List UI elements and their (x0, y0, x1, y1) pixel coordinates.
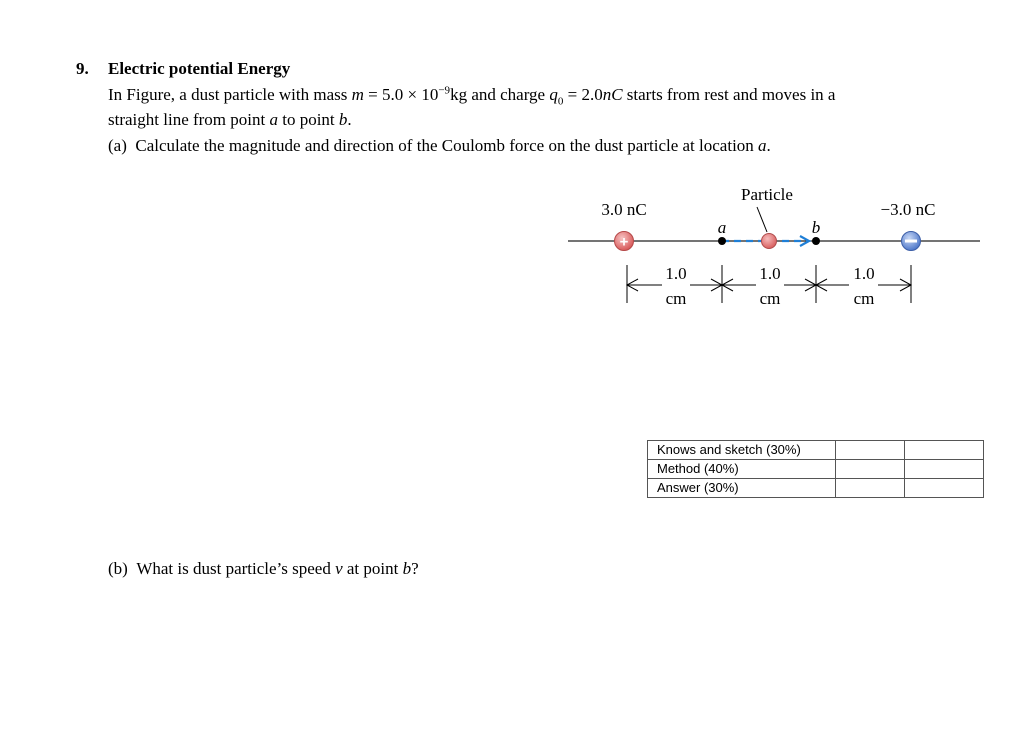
point-b-dot (812, 237, 820, 245)
rubric-score-cell[interactable] (905, 460, 984, 479)
particle-label: Particle (741, 185, 793, 204)
plus-icon: + (619, 233, 629, 251)
point-a-label: a (717, 218, 727, 237)
part-b-question: (b) What is dust particle’s speed v at point b? (108, 559, 419, 578)
rubric-row (648, 479, 984, 498)
rubric-row (648, 441, 984, 460)
problem-title: Electric potential Energy (108, 59, 291, 78)
rubric-score-cell[interactable] (836, 479, 905, 498)
rubric-score-cell[interactable] (836, 460, 905, 479)
rubric-label: Method (40%) (648, 460, 836, 479)
dust-particle (762, 234, 777, 249)
particle-pointer-line (757, 207, 767, 232)
rubric-score-cell[interactable] (905, 441, 984, 460)
distance-1-value: 1.0 (665, 264, 687, 283)
right-charge-label: −3.0 nC (880, 200, 936, 219)
rubric-score-cell[interactable] (836, 441, 905, 460)
grading-rubric-table (647, 440, 984, 498)
distance-2-unit: cm (759, 289, 781, 308)
distance-2-value: 1.0 (759, 264, 781, 283)
distance-3-value: 1.0 (853, 264, 875, 283)
rubric-row (648, 460, 984, 479)
left-charge-label: 3.0 nC (601, 200, 647, 219)
point-b-label: b (811, 218, 821, 237)
distance-3-unit: cm (853, 289, 875, 308)
problem-text-line-1: In Figure, a dust particle with mass $m = 5.0 \times 10^{-9}kg$ and charge $q_0 = 2.0nC$ starts from rest and moves in a (108, 84, 836, 108)
point-a-dot (718, 237, 726, 245)
distance-1-unit: cm (665, 289, 687, 308)
part-a-question: (a) Calculate the magnitude and direction of the Coulomb force on the dust particle at location a. (108, 136, 771, 155)
minus-icon (905, 240, 917, 243)
rubric-label: Knows and sketch (30%) (648, 441, 836, 460)
rubric-score-cell[interactable] (905, 479, 984, 498)
rubric-label: Answer (30%) (648, 479, 836, 498)
problem-text-line-2: straight line from point a to point b. (108, 110, 352, 129)
problem-number: 9. (76, 59, 89, 78)
